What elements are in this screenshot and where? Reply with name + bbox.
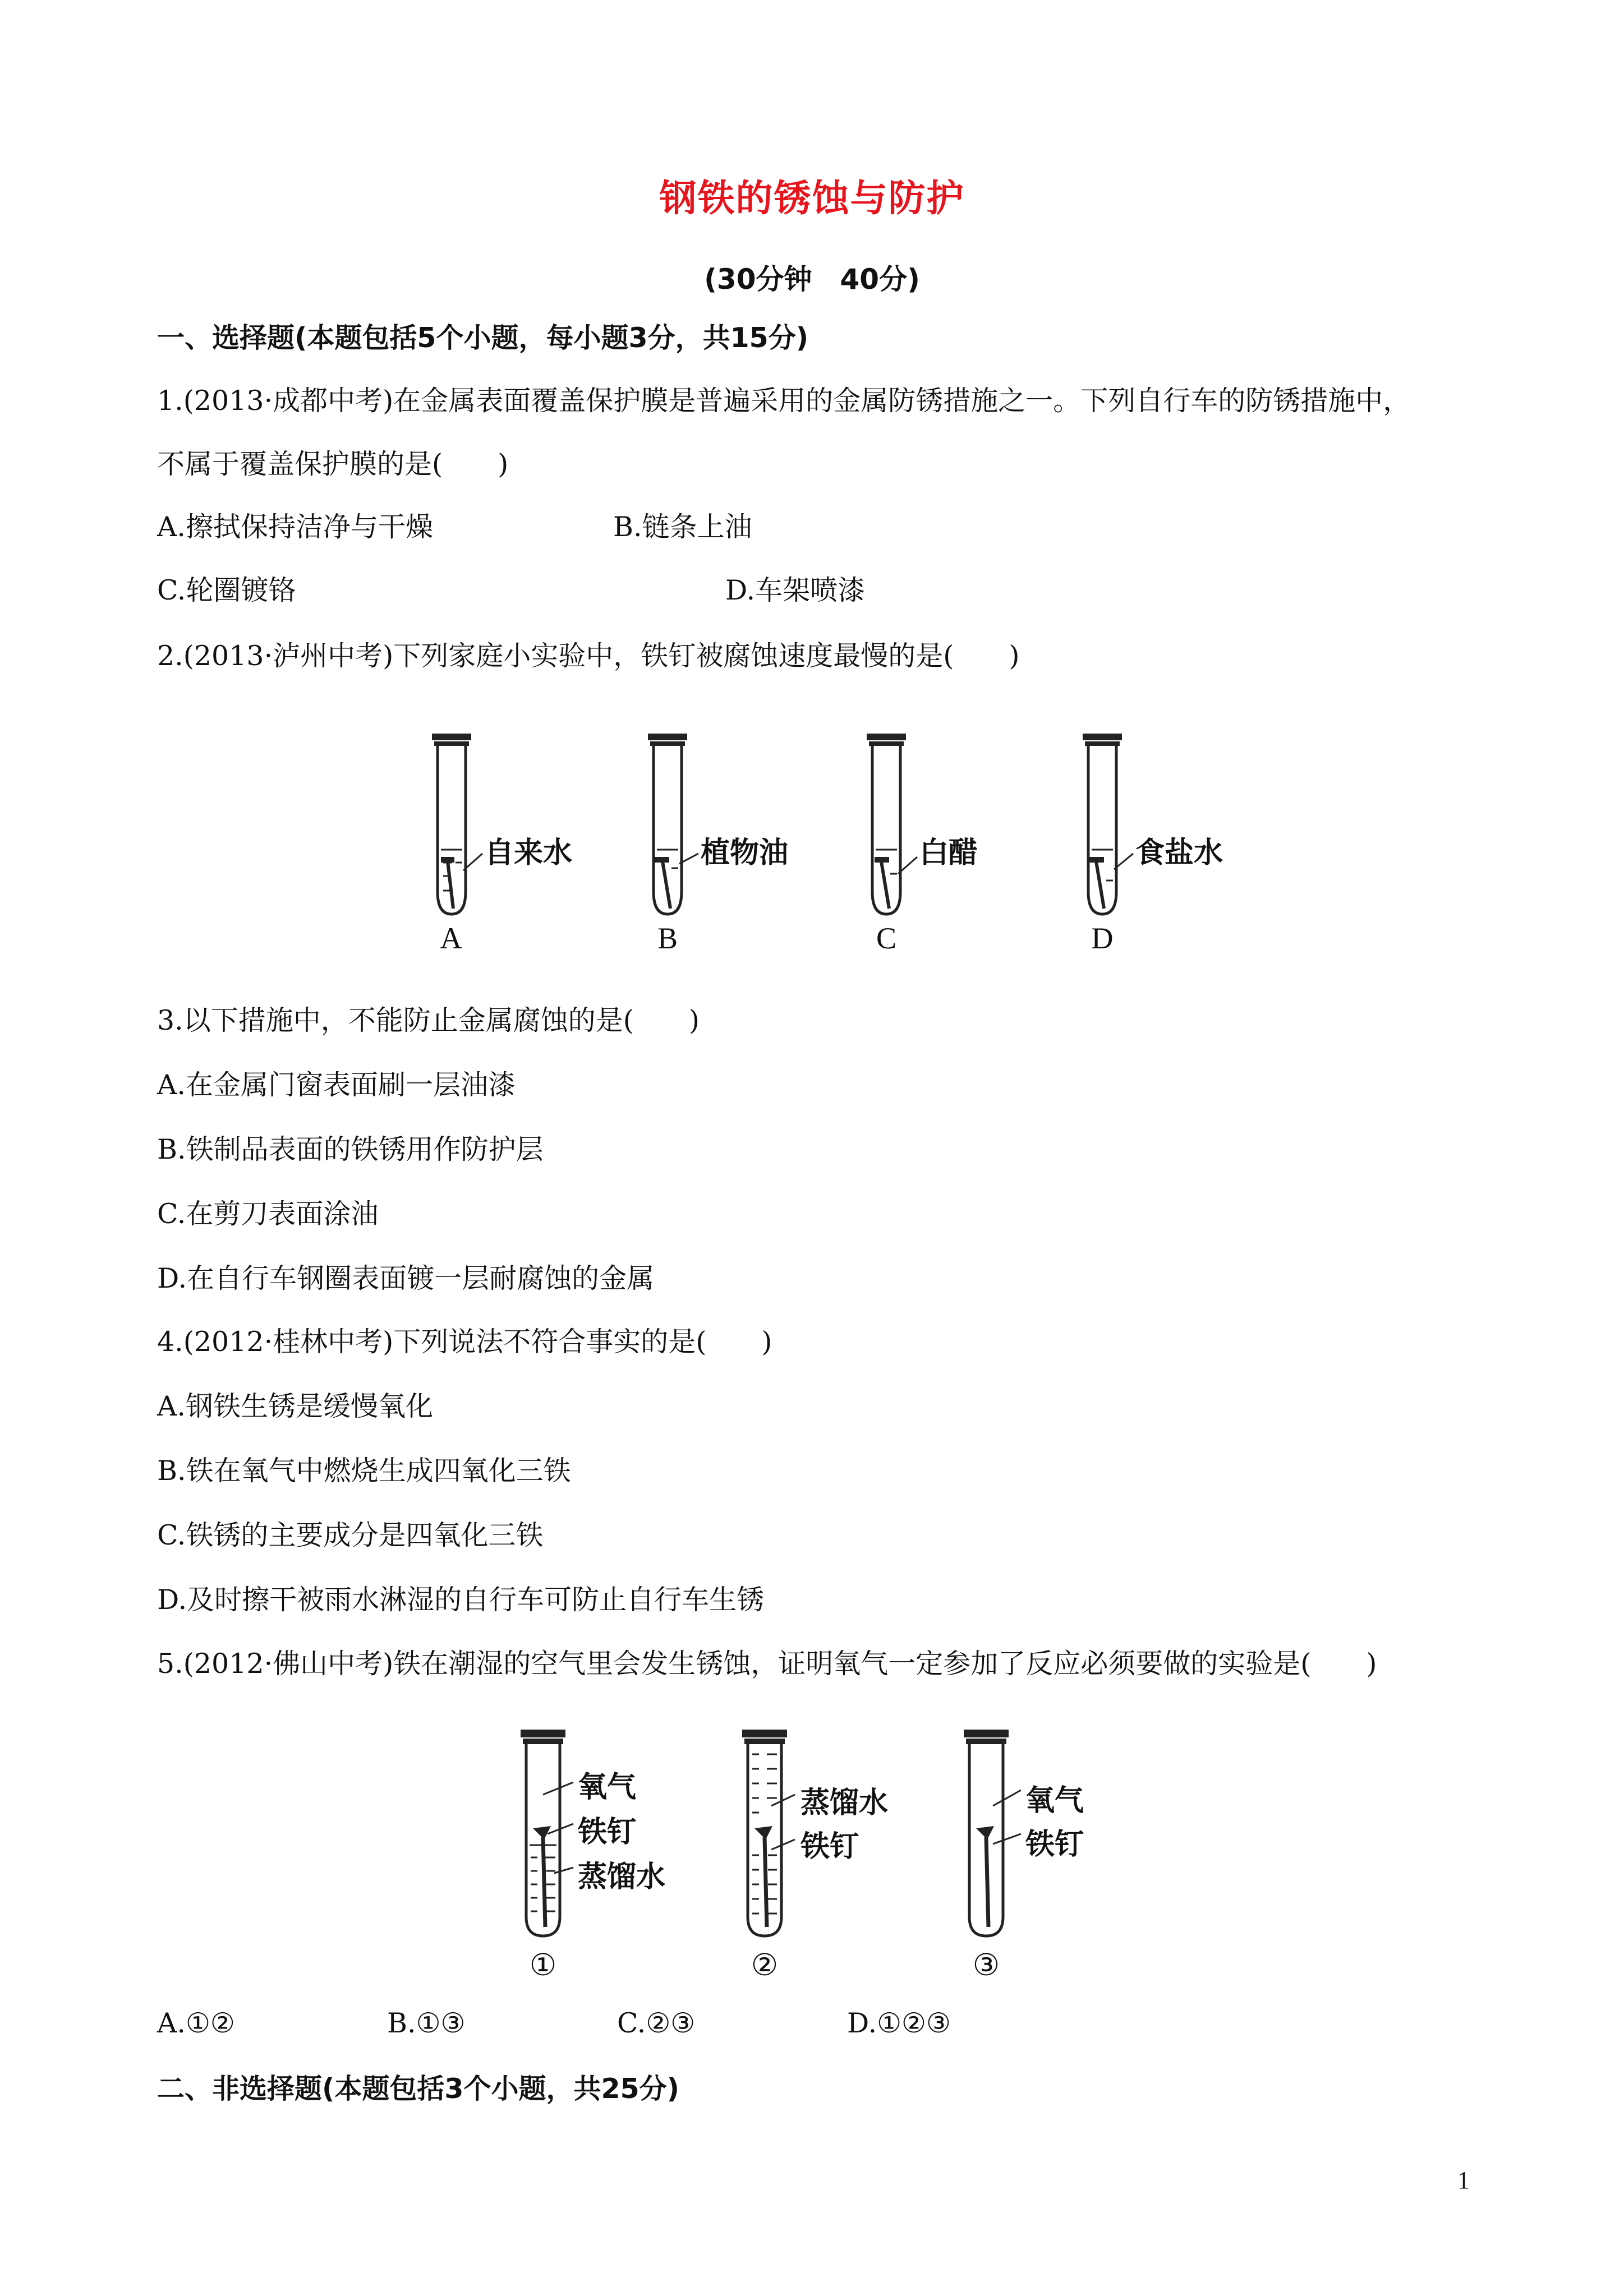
test-tube-a: [432, 734, 482, 914]
q3-option-b: B.铁制品表面的铁锈用作防护层: [157, 1133, 544, 1165]
q1-stem-line1: 1.(2013·成都中考)在金属表面覆盖保护膜是普遍采用的金属防锈措施之一。下列自行车的防锈措施中，: [157, 385, 1411, 417]
section2-heading: 二、非选择题(本题包括3个小题，共25分): [157, 2073, 680, 2105]
q5-option-a: A.①②: [157, 2007, 235, 2039]
tube-c-label: 白醋: [919, 836, 978, 870]
q1-option-c: C.轮圈镀铬: [157, 574, 296, 606]
q4-option-a: A.钢铁生锈是缓慢氧化: [157, 1390, 433, 1422]
test-tube-d: [1083, 734, 1133, 914]
q4-option-d: D.及时擦干被雨水淋湿的自行车可防止自行车生锈: [157, 1584, 765, 1616]
tube3-number: ③: [972, 1948, 1000, 1982]
test-tube-b: [648, 734, 698, 914]
q4-option-b: B.铁在氧气中燃烧生成四氧化三铁: [157, 1455, 571, 1487]
test-tube-c: [867, 734, 917, 914]
tube2-label-water: 蒸馏水: [801, 1786, 889, 1820]
q3-option-d: D.在自行车钢圈表面镀一层耐腐蚀的金属: [157, 1262, 655, 1294]
tube-d-label: 食盐水: [1135, 836, 1223, 870]
tube2-label-nail: 铁钉: [801, 1830, 859, 1864]
tube3-label-nail: 铁钉: [1025, 1828, 1084, 1861]
test-tube-3: [964, 1730, 1021, 1936]
tube1-label-nail: 铁钉: [578, 1815, 637, 1849]
q1-option-a: A.擦拭保持洁净与干燥: [157, 511, 433, 543]
tube-d-letter: D: [1091, 921, 1114, 955]
tube1-number: ①: [529, 1948, 557, 1982]
q5-option-d: D.①②③: [847, 2007, 951, 2039]
q3-stem: 3.以下措施中，不能防止金属腐蚀的是( ): [157, 1004, 700, 1036]
tube3-label-oxygen: 氧气: [1025, 1784, 1084, 1818]
tube1-label-water: 蒸馏水: [578, 1860, 666, 1894]
tube2-number: ②: [751, 1948, 779, 1982]
q4-option-c: C.铁锈的主要成分是四氧化三铁: [157, 1519, 544, 1551]
q1-option-d: D.车架喷漆: [725, 574, 866, 606]
tube-a-label: 自来水: [485, 836, 573, 870]
section1-heading: 一、选择题(本题包括5个小题，每小题3分，共15分): [157, 322, 809, 354]
q4-stem: 4.(2012·桂林中考)下列说法不符合事实的是( ): [157, 1326, 772, 1358]
q2-test-tube-figure: [426, 729, 1268, 965]
tube-b-label: 植物油: [701, 836, 789, 870]
q3-option-c: C.在剪刀表面涂油: [157, 1198, 379, 1230]
q2-stem: 2.(2013·泸州中考)下列家庭小实验中，铁钉被腐蚀速度最慢的是( ): [157, 640, 1020, 672]
page-title: 钢铁的锈蚀与防护: [659, 176, 965, 220]
q1-stem-line2: 不属于覆盖保护膜的是( ): [157, 448, 509, 480]
tube-a-letter: A: [440, 921, 462, 955]
q5-option-b: B.①③: [387, 2007, 466, 2039]
q5-stem: 5.(2012·佛山中考)铁在潮湿的空气里会发生锈蚀，证明氧气一定参加了反应必须要做的实验是( ): [157, 1648, 1377, 1680]
q3-option-a: A.在金属门窗表面刷一层油漆: [157, 1069, 516, 1101]
tube-b-letter: B: [657, 921, 678, 955]
tube1-label-oxygen: 氧气: [578, 1771, 637, 1804]
q5-test-tube-figure: [505, 1727, 1178, 1985]
test-tube-2: [742, 1730, 795, 1936]
test-tube-1: [521, 1730, 573, 1936]
q5-option-c: C.②③: [617, 2007, 696, 2039]
tube-c-letter: C: [876, 921, 897, 955]
page-number: 1: [1457, 2166, 1470, 2194]
page-subtitle: (30分钟 40分): [704, 263, 920, 296]
q1-option-b: B.链条上油: [613, 511, 752, 543]
